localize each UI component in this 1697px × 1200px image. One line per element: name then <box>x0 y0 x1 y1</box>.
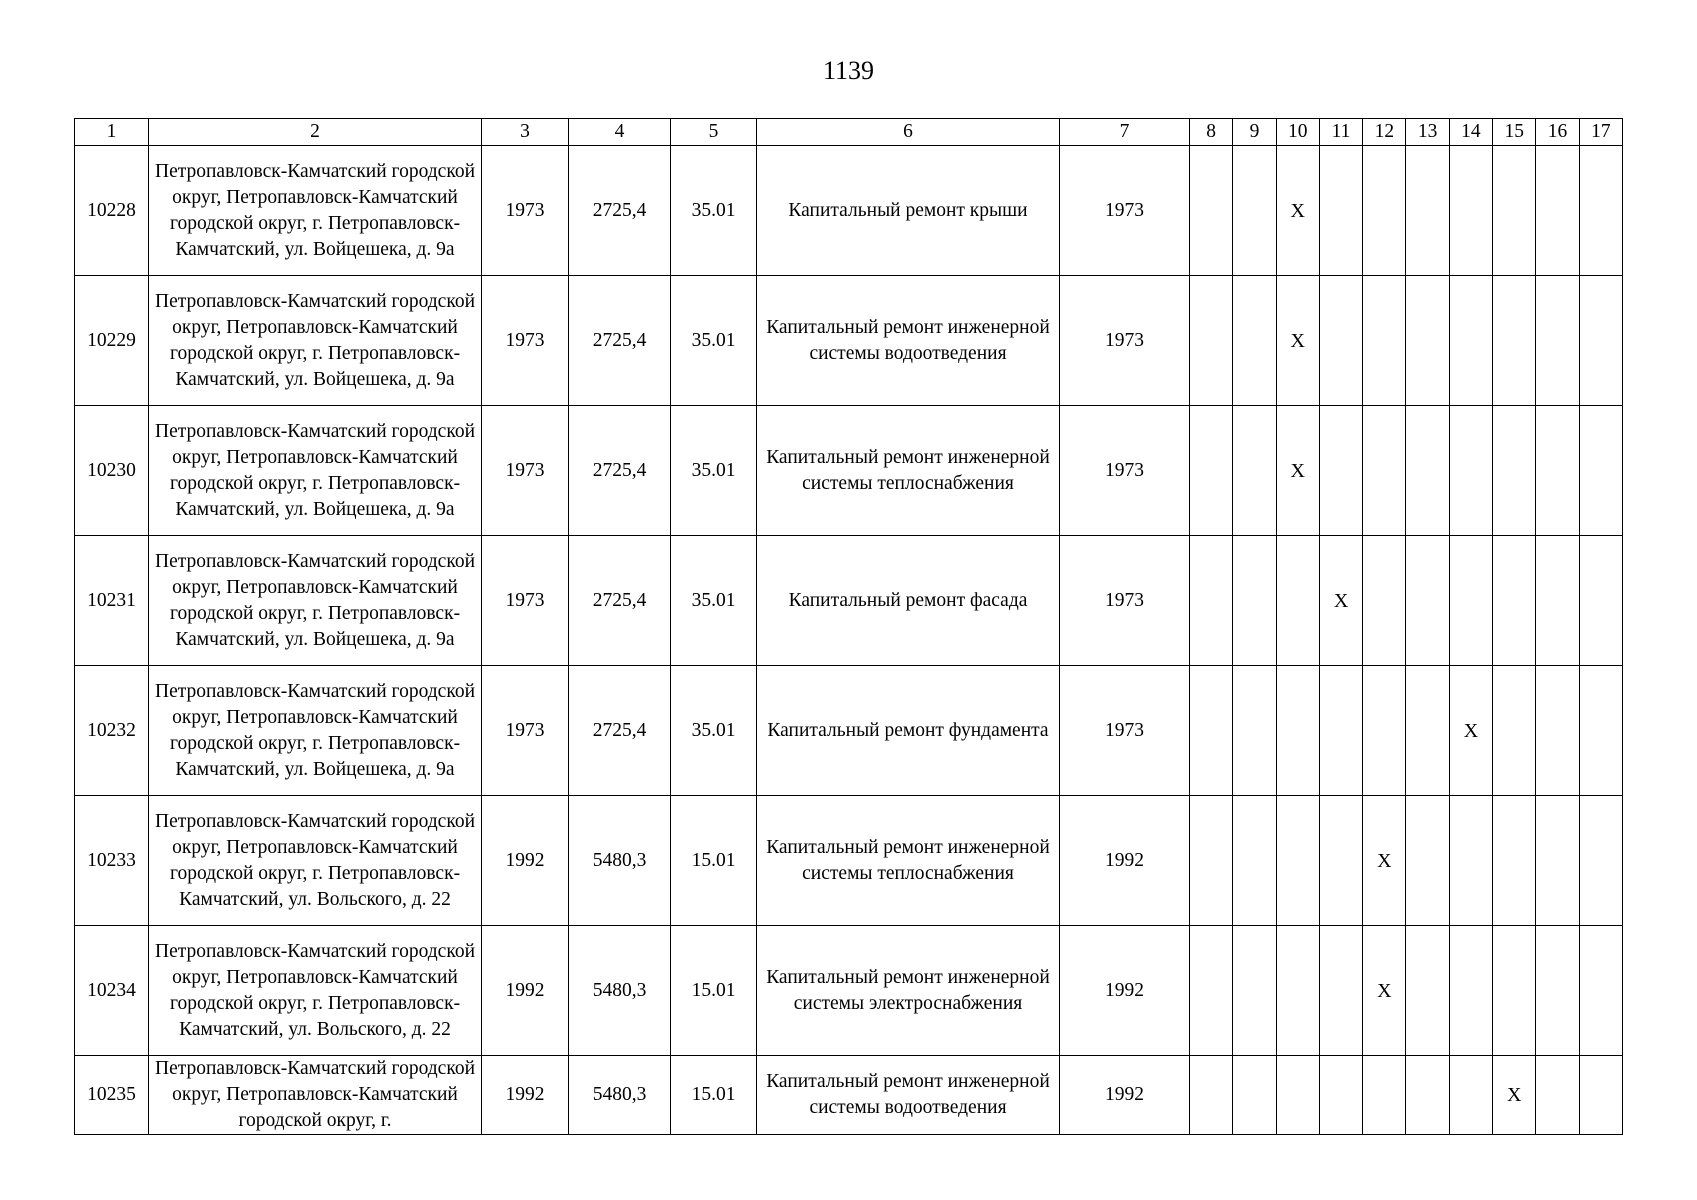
mark-cell <box>1449 276 1492 406</box>
record-number: 10233 <box>75 796 149 926</box>
work-type-cell: Капитальный ремонт инженерной системы водоотведения <box>757 276 1060 406</box>
mark-cell <box>1536 926 1579 1056</box>
code-cell: 35.01 <box>671 276 757 406</box>
column-header: 11 <box>1319 119 1362 146</box>
work-type-cell: Капитальный ремонт инженерной системы водоотведения <box>757 1056 1060 1135</box>
year-cell: 1973 <box>1060 146 1190 276</box>
year-cell: 1992 <box>482 796 569 926</box>
mark-cell <box>1493 666 1536 796</box>
code-cell: 35.01 <box>671 146 757 276</box>
code-cell: 35.01 <box>671 406 757 536</box>
table-row <box>75 926 1623 1056</box>
mark-cell <box>1449 796 1492 926</box>
mark-cell <box>1406 146 1449 276</box>
table-row <box>75 1056 1623 1135</box>
table-row <box>75 796 1623 926</box>
year-cell: 1973 <box>482 536 569 666</box>
year-cell: 1992 <box>482 1056 569 1135</box>
column-header: 14 <box>1449 119 1492 146</box>
area-cell: 2725,4 <box>569 406 671 536</box>
mark-cell <box>1406 666 1449 796</box>
capital-repair-table <box>74 118 1623 1135</box>
column-header: 7 <box>1060 119 1190 146</box>
mark-cell <box>1579 536 1622 666</box>
column-number-row <box>75 119 1623 146</box>
mark-cell <box>1406 796 1449 926</box>
address-cell <box>149 406 482 536</box>
mark-cell <box>1536 276 1579 406</box>
address-cell <box>149 1056 482 1135</box>
mark-cell <box>1449 1056 1492 1135</box>
code-cell: 35.01 <box>671 666 757 796</box>
column-header: 6 <box>757 119 1060 146</box>
year-cell: 1973 <box>1060 406 1190 536</box>
mark-cell <box>1579 666 1622 796</box>
address-text: Петропавловск-Камчатский городской округ, Петропавловск-Камчатский городской округ, г. Петропавловск-Камчатский, ул. Войцешека, д. 9а <box>154 290 476 390</box>
year-cell: 1992 <box>1060 796 1190 926</box>
address-text: Петропавловск-Камчатский городской округ, Петропавловск-Камчатский городской округ, г. Петропавловск-Камчатский, ул. Вольского, д. 22 <box>154 810 476 910</box>
table-row <box>75 406 1623 536</box>
mark-cell <box>1493 796 1536 926</box>
mark-cell <box>1190 796 1233 926</box>
column-header: 12 <box>1363 119 1406 146</box>
mark-cell <box>1233 276 1276 406</box>
mark-cell <box>1536 666 1579 796</box>
mark-cell: X <box>1276 406 1319 536</box>
column-header: 16 <box>1536 119 1579 146</box>
mark-cell <box>1276 536 1319 666</box>
year-cell: 1973 <box>1060 666 1190 796</box>
mark-cell <box>1363 536 1406 666</box>
mark-cell <box>1319 926 1362 1056</box>
column-header: 5 <box>671 119 757 146</box>
address-text: Петропавловск-Камчатский городской округ, Петропавловск-Камчатский городской округ, г. <box>154 1058 476 1131</box>
year-cell: 1973 <box>482 406 569 536</box>
mark-cell <box>1579 146 1622 276</box>
column-header: 13 <box>1406 119 1449 146</box>
mark-cell <box>1493 406 1536 536</box>
mark-cell <box>1319 666 1362 796</box>
mark-cell <box>1233 926 1276 1056</box>
mark-cell <box>1406 276 1449 406</box>
column-header: 3 <box>482 119 569 146</box>
code-cell: 15.01 <box>671 926 757 1056</box>
mark-cell <box>1363 1056 1406 1135</box>
mark-cell <box>1190 666 1233 796</box>
mark-cell <box>1363 276 1406 406</box>
mark-cell <box>1493 146 1536 276</box>
column-header: 15 <box>1493 119 1536 146</box>
address-cell <box>149 796 482 926</box>
mark-cell <box>1233 406 1276 536</box>
work-type-cell: Капитальный ремонт инженерной системы теплоснабжения <box>757 796 1060 926</box>
address-cell <box>149 276 482 406</box>
mark-cell <box>1233 146 1276 276</box>
address-text: Петропавловск-Камчатский городской округ, Петропавловск-Камчатский городской округ, г. Петропавловск-Камчатский, ул. Войцешека, д. 9а <box>154 550 476 650</box>
address-text: Петропавловск-Камчатский городской округ, Петропавловск-Камчатский городской округ, г. Петропавловск-Камчатский, ул. Войцешека, д. 9а <box>154 680 476 780</box>
address-cell <box>149 536 482 666</box>
work-type-cell: Капитальный ремонт фундамента <box>757 666 1060 796</box>
column-header: 2 <box>149 119 482 146</box>
mark-cell <box>1449 146 1492 276</box>
mark-cell <box>1190 406 1233 536</box>
mark-cell <box>1233 1056 1276 1135</box>
area-cell: 5480,3 <box>569 926 671 1056</box>
address-cell <box>149 666 482 796</box>
mark-cell <box>1319 796 1362 926</box>
mark-cell <box>1276 666 1319 796</box>
record-number: 10231 <box>75 536 149 666</box>
table-row <box>75 536 1623 666</box>
record-number: 10234 <box>75 926 149 1056</box>
year-cell: 1973 <box>1060 536 1190 666</box>
address-cell <box>149 146 482 276</box>
column-header: 8 <box>1190 119 1233 146</box>
mark-cell <box>1536 146 1579 276</box>
mark-cell: X <box>1276 276 1319 406</box>
record-number: 10232 <box>75 666 149 796</box>
mark-cell <box>1449 926 1492 1056</box>
area-cell: 2725,4 <box>569 146 671 276</box>
mark-cell <box>1190 1056 1233 1135</box>
mark-cell <box>1363 666 1406 796</box>
work-type-cell: Капитальный ремонт инженерной системы электроснабжения <box>757 926 1060 1056</box>
mark-cell <box>1579 796 1622 926</box>
mark-cell: X <box>1363 796 1406 926</box>
page-number: 1139 <box>822 56 875 85</box>
column-header: 4 <box>569 119 671 146</box>
mark-cell <box>1406 1056 1449 1135</box>
column-header: 17 <box>1579 119 1622 146</box>
mark-cell: X <box>1276 146 1319 276</box>
mark-cell <box>1319 276 1362 406</box>
mark-cell <box>1406 406 1449 536</box>
table-row <box>75 276 1623 406</box>
code-cell: 15.01 <box>671 796 757 926</box>
mark-cell <box>1190 926 1233 1056</box>
code-cell: 15.01 <box>671 1056 757 1135</box>
address-text: Петропавловск-Камчатский городской округ, Петропавловск-Камчатский городской округ, г. Петропавловск-Камчатский, ул. Вольского, д. 22 <box>154 940 476 1040</box>
work-type-cell: Капитальный ремонт инженерной системы теплоснабжения <box>757 406 1060 536</box>
column-header: 1 <box>75 119 149 146</box>
mark-cell <box>1493 536 1536 666</box>
column-header: 10 <box>1276 119 1319 146</box>
area-cell: 5480,3 <box>569 796 671 926</box>
mark-cell <box>1276 1056 1319 1135</box>
mark-cell <box>1319 406 1362 536</box>
mark-cell <box>1363 146 1406 276</box>
mark-cell <box>1233 666 1276 796</box>
table-row <box>75 666 1623 796</box>
year-cell: 1992 <box>482 926 569 1056</box>
mark-cell <box>1449 406 1492 536</box>
mark-cell <box>1449 536 1492 666</box>
record-number: 10235 <box>75 1056 149 1135</box>
year-cell: 1973 <box>482 146 569 276</box>
mark-cell <box>1579 1056 1622 1135</box>
mark-cell: X <box>1493 1056 1536 1135</box>
year-cell: 1973 <box>482 276 569 406</box>
mark-cell <box>1536 536 1579 666</box>
mark-cell <box>1536 406 1579 536</box>
mark-cell <box>1276 796 1319 926</box>
mark-cell <box>1579 276 1622 406</box>
work-type-cell: Капитальный ремонт крыши <box>757 146 1060 276</box>
record-number: 10230 <box>75 406 149 536</box>
address-text: Петропавловск-Камчатский городской округ, Петропавловск-Камчатский городской округ, г. Петропавловск-Камчатский, ул. Войцешека, д. 9а <box>154 420 476 520</box>
area-cell: 5480,3 <box>569 1056 671 1135</box>
year-cell: 1973 <box>482 666 569 796</box>
mark-cell <box>1190 146 1233 276</box>
record-number: 10228 <box>75 146 149 276</box>
mark-cell <box>1190 536 1233 666</box>
mark-cell: X <box>1363 926 1406 1056</box>
mark-cell <box>1276 926 1319 1056</box>
mark-cell <box>1233 796 1276 926</box>
mark-cell <box>1406 926 1449 1056</box>
code-cell: 35.01 <box>671 536 757 666</box>
mark-cell <box>1190 276 1233 406</box>
mark-cell <box>1233 536 1276 666</box>
mark-cell <box>1493 926 1536 1056</box>
table-row <box>75 146 1623 276</box>
mark-cell <box>1493 276 1536 406</box>
mark-cell: X <box>1449 666 1492 796</box>
year-cell: 1973 <box>1060 276 1190 406</box>
address-text: Петропавловск-Камчатский городской округ, Петропавловск-Камчатский городской округ, г. Петропавловск-Камчатский, ул. Войцешека, д. 9а <box>154 160 476 260</box>
column-header: 9 <box>1233 119 1276 146</box>
mark-cell: X <box>1319 536 1362 666</box>
area-cell: 2725,4 <box>569 536 671 666</box>
mark-cell <box>1319 146 1362 276</box>
year-cell: 1992 <box>1060 1056 1190 1135</box>
mark-cell <box>1363 406 1406 536</box>
mark-cell <box>1579 406 1622 536</box>
area-cell: 2725,4 <box>569 666 671 796</box>
mark-cell <box>1319 1056 1362 1135</box>
work-type-cell: Капитальный ремонт фасада <box>757 536 1060 666</box>
year-cell: 1992 <box>1060 926 1190 1056</box>
area-cell: 2725,4 <box>569 276 671 406</box>
mark-cell <box>1579 926 1622 1056</box>
record-number: 10229 <box>75 276 149 406</box>
mark-cell <box>1536 1056 1579 1135</box>
address-cell <box>149 926 482 1056</box>
mark-cell <box>1536 796 1579 926</box>
mark-cell <box>1406 536 1449 666</box>
